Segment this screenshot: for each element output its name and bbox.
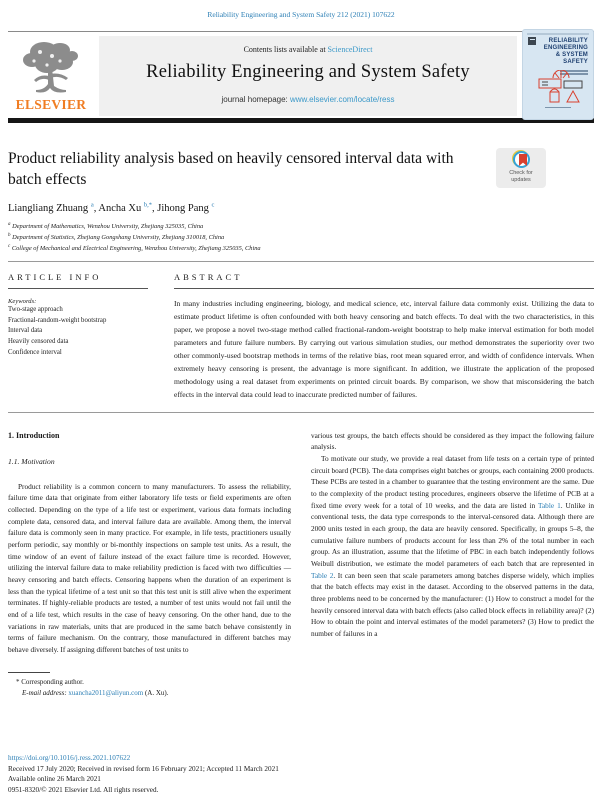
continued-paragraph: various test groups, the batch effects should be considered as they impact the following failure analysis. [311, 430, 594, 452]
journal-ref: Reliability Engineering and System Safety 212 (2021) 107622 [207, 10, 395, 19]
doi-link[interactable]: https://doi.org/10.1016/j.ress.2021.107622 [8, 753, 131, 762]
keyword: Interval data [8, 327, 43, 335]
journal-title: Reliability Engineering and System Safety [146, 62, 470, 82]
title-row [8, 148, 594, 191]
intro-paragraph: Product reliability is a common concern to many manufacturers. To assess the reliability, failure time data that originate from either laboratory life tests or field experiments are often collected. Depending on the type of a life test or experiment, various data formats including complete data, censored data, and interval failure data are available. Among them, the interval failure data is commonly seen in many practice. For example, in life tests, practitioners usually perform periodic, say monthly or bi-monthly inspections on sample test units. As a result, the time window of an event of failure instead of the exact failure time is recorded. However, utilizing the interval failure data to make reliability prediction is faced with two difficulties — heavy censoring and batch effects. Censoring happens when the duration of an experiment is less than the typical lifetime of a test unit so that this test unit is still alive when the experiment terminates. If highly-reliable products are tested, a number of test units would not fail until the end of a life test, which results in the case of heavy censoring. On the other hand, due to the variations in raw materials, units that are produced in the same batch behave consistently in terms of failure mechanism. On the contrary, those manufactured in different batches may behave diversely. If assigning different batches of test units to [8, 481, 291, 654]
abstract-rule [174, 288, 594, 289]
author-affil-sup: c [211, 201, 215, 209]
abstract-column [174, 272, 594, 401]
homepage-line: journal homepage: www.elsevier.com/locate/ress [221, 95, 395, 104]
cover-title: RELIABILITY ENGINEERING & SYSTEM SAFETY [543, 38, 588, 65]
cover-micro-text-bar [527, 33, 589, 35]
journal-masthead [99, 36, 517, 116]
author-affil-sup: a [90, 201, 94, 209]
body-right-column [311, 430, 594, 699]
body-columns [8, 430, 594, 699]
author: Liangliang Zhuang $^a$, [8, 201, 99, 215]
cover-footer-text-bar [523, 95, 593, 113]
elsevier-logo [8, 36, 94, 116]
footnote-block [8, 672, 291, 699]
table-2-link[interactable]: Table 2 [311, 570, 334, 580]
keyword: Confidence interval [8, 348, 62, 356]
author-line [8, 202, 594, 215]
received-dates-line: Received 17 July 2020; Received in revised form 16 February 2021; Accepted 11 March 2021 [8, 764, 279, 773]
keyword: Two-stage approach [8, 306, 63, 314]
affiliation-line: $^b$ Department of Statistics, Zhejiang Gongshang University, Zhejiang 310018, China [8, 233, 225, 242]
elsevier-wordmark: ELSEVIER [15, 97, 87, 112]
author-affil-sup[interactable]: b,* [143, 201, 152, 209]
sciencedirect-link[interactable]: ScienceDirect [327, 45, 373, 54]
section-1-heading: 1. Introduction [8, 430, 60, 440]
motivation-paragraph: To motivate our study, we provide a real dataset from life tests on a certain type of printed circuit board (PCB). The data comprises eight batches or groups, each containing 2000 products. These PCBs are tested in a chamber to guarantee that the testing environment are the same. Due to the complexity of the product testing procedures, engineers observe the lifetime of PCB at a fixed time every week for a total of 10 weeks, and the data are listed in Table 1. Unlike in conventional tests, the data type corresponds to the interval-censored data. Although there are 2000 units tested in each group, the data are heavily censored. Specifically, in groups 5–8, the cumulative failure numbers of products account for less than 2% of the total number in each group. As an illustration, assume that the lifetime of PBC in each batch independently follows Weibull distribution, we estimate the model parameters of each batch that are represented in Table 2. It can been seen that scale parameters among batches disperse widely, which implies that the batch effects may exist in the dataset. According to the observed patterns in the data, three problems need to be concerned by the manufacturer: (1) How to construct a model for the heavily censored interval data with batch effects (also called block effects in reliability area)? (2) How to obtain the point and interval estimates of the model parameters? (3) How to predict the number of failures in a [311, 453, 595, 639]
keyword: Heavily censored data [8, 337, 69, 345]
abstract-bottom-divider [8, 412, 594, 413]
corresponding-author-note: * Corresponding author. [16, 677, 84, 686]
page-footer [8, 753, 594, 796]
homepage-link[interactable]: www.elsevier.com/locate/ress [290, 95, 395, 104]
info-abstract-section [8, 272, 594, 401]
check-badge-label: Check for updates [509, 170, 533, 183]
abstract-text: In many industries including engineering, biology, and medical science, etc, interval failure data commonly exist. Utilizing the data to estimate product lifetime is often confounded with both heavy censoring and batch effects. To deal with the two characteristics, in this paper, we propose a novel two-stage method called fractional-random-weight bootstrap to help make interval estimation for both model parameters and future failure numbers. By carrying out various simulation studies, our method demonstrates the superiority over two other commonly-used bootstrap methods in terms of the relative bias, root mean squared error, and width of confidence intervals. When extremely heavy censoring is present, the advantage is more significant. In addition, we illustrate the application of the proposed methodology using a real dataset from experiments on printed circuit boards. By comparison, we show that misconsidering the batch effects in the interval data could lead to inaccurate predicted number of failures. [174, 299, 594, 399]
contents-line: Contents lists available at ScienceDirect [243, 45, 373, 54]
footnote-rule [8, 672, 50, 673]
article-title: Product reliability analysis based on heavily censored interval data with batch effects [8, 150, 454, 189]
table-1-link[interactable]: Table 1 [538, 500, 561, 510]
affiliations [8, 221, 594, 254]
abstract-heading: ABSTRACT [174, 272, 243, 283]
section-1-1-heading: 1.1. Motivation [8, 457, 55, 467]
crossmark-icon [513, 151, 530, 168]
affiliation-line: $^c$ College of Mechanical and Electrical Engineering, Wenzhou University, Zhejiang 325035, China [8, 244, 261, 253]
copyright-line: 0951-8320/© 2021 Elsevier Ltd. All rights reserved. [8, 786, 159, 795]
body-left-column [8, 430, 291, 699]
masthead-row [8, 36, 594, 116]
section-divider [8, 261, 594, 262]
article-info-heading: ARTICLE INFO [8, 272, 102, 283]
article-info-rule [8, 288, 148, 289]
article-info-column [8, 272, 148, 401]
affiliation-line: $^a$ Department of Mathematics, Wenzhou University, Zhejiang 325035, China [8, 222, 204, 231]
check-for-updates-badge[interactable] [496, 148, 546, 188]
author: Ancha Xu $^{b,*}$, [98, 201, 158, 215]
author: Jihong Pang $^c$ [157, 201, 215, 215]
email-link[interactable]: xuancha2011@aliyun.com [68, 688, 144, 697]
email-note: E-mail address: xuancha2011@aliyun.com (A. Xu). [22, 688, 169, 697]
available-online-line: Available online 26 March 2021 [8, 775, 101, 784]
cover-publisher-icon [528, 37, 536, 45]
top-divider [8, 31, 594, 32]
keyword: Fractional-random-weight bootstrap [8, 316, 107, 324]
elsevier-tree-icon [8, 38, 94, 96]
keywords-label: Keywords: [8, 298, 37, 306]
masthead-black-bar [8, 118, 594, 123]
journal-cover-thumbnail[interactable] [522, 29, 594, 120]
